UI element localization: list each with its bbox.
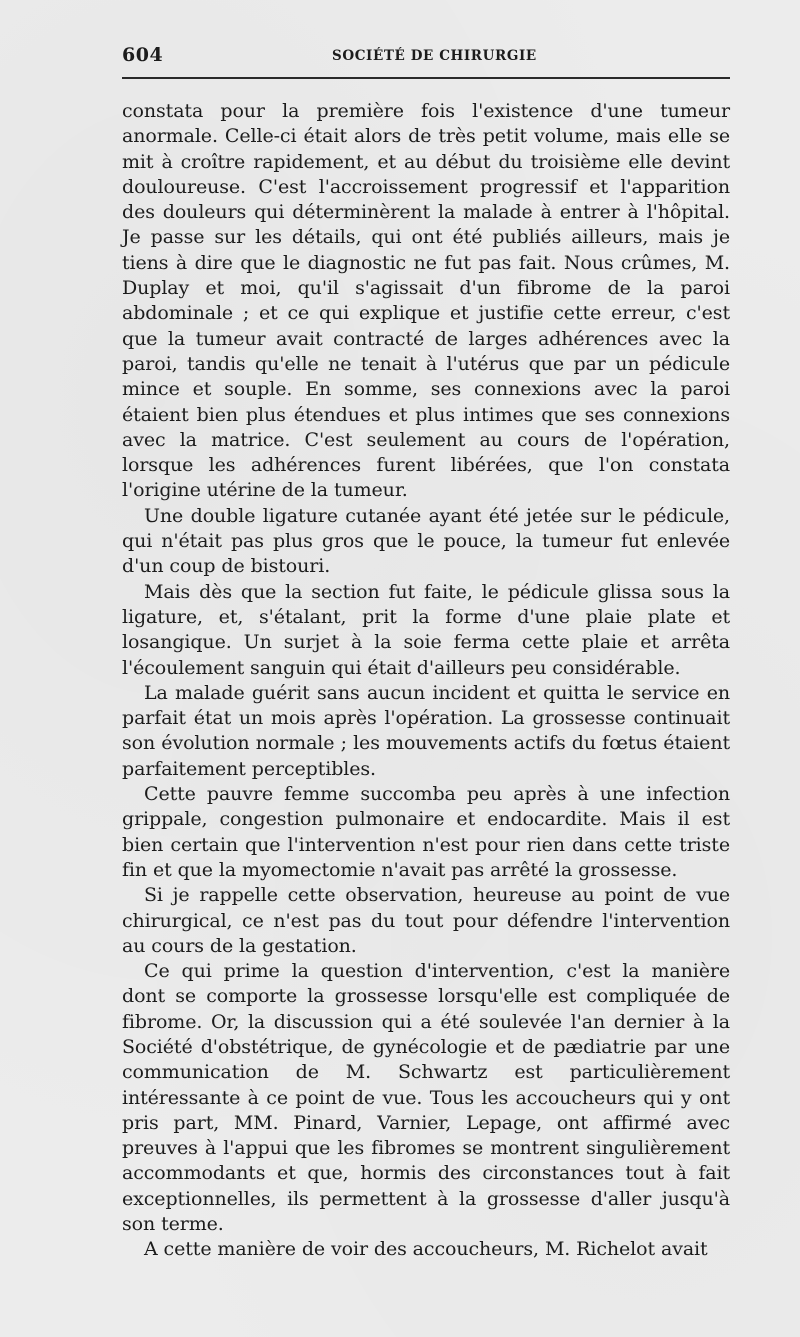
page-number: 604 [122,44,164,66]
running-head: SOCIÉTÉ DE CHIRURGIE [332,48,537,64]
header-rule [122,77,730,79]
page-header [122,44,730,68]
paragraph: Une double ligature cutanée ayant été jetée sur le pédicule, qui n'était pas plus gros que le pouce, la tumeur fut enlevée d'un coup de bistouri. [122,504,730,578]
paragraph: A cette manière de voir des accoucheurs, M. Richelot avait [144,1238,708,1261]
paragraph: Si je rappelle cette observation, heureuse au point de vue chirurgical, ce n'est pas du tout pour défendre l'intervention au cours de la gestation. [122,884,730,957]
paragraph: Cette pauvre femme succomba peu après à une infection grippale, congestion pulmonaire et endocardite. Mais il est bien certain que l'intervention n'est pour rien dans cette triste fin et que la myomectomie n'avait pas arrêté la grossesse. [122,783,730,881]
paragraph: constata pour la première fois l'existence d'une tumeur anormale. Celle-ci était alors de très petit volume, mais elle se mit à croître rapidement, et au début du troisième elle devint douloureuse. C'est l'accroissement progressif et l'apparition des douleurs qui déterminèrent la malade à entrer à l'hôpital. Je passe sur les détails, qui ont été publiés ailleurs, mais je tiens à dire que le diagnostic ne fut pas fait. Nous crûmes, M. Duplay et moi, qu'il s'agissait d'un fibrome de la paroi abdominale ; et ce qui explique et justifie cette erreur, c'est que la tumeur avait contracté de larges adhérences avec la paroi, tandis qu'elle ne tenait à l'utérus que par un pédicule mince et souple. En somme, ses connexions avec la paroi étaient bien plus étendues et plus intimes que ses connexions avec la matrice. C'est seulement au cours de l'opération, lorsque les adhérences furent libérées, que l'on constata l'origine utérine de la tumeur. [122,100,730,502]
body-text [122,99,730,1263]
paragraph: La malade guérit sans aucun incident et quitta le service en parfait état un mois après l'opération. La grossesse continuait son évolution normale ; les mouvements actifs du fœtus étaient parfaitement perceptibles. [122,681,730,780]
paragraph: Ce qui prime la question d'intervention, c'est la manière dont se comporte la grossesse lorsqu'elle est compliquée de fibrome. Or, la discussion qui a été soulevée l'an dernier à la Société d'obstétrique, de gynécologie et de pædiatrie par une communication de M. Schwartz est particulièrement intéressante à ce point de vue. Tous les accoucheurs qui y ont pris part, MM. Pinard, Varnier, Lepage, ont affirmé avec preuves à l'appui que les fibromes se montrent singulièrement accommodants et que, hormis des circonstances tout à fait exceptionnelles, ils permettent à la grossesse d'aller jusqu'à son terme. [122,960,730,1236]
paragraph: Mais dès que la section fut faite, le pédicule glissa sous la ligature, et, s'étalant, prit la forme d'une plaie plate et losangique. Un surjet à la soie ferma cette plaie et arrêta l'écoulement sanguin qui était d'ailleurs peu considérable. [122,580,730,679]
